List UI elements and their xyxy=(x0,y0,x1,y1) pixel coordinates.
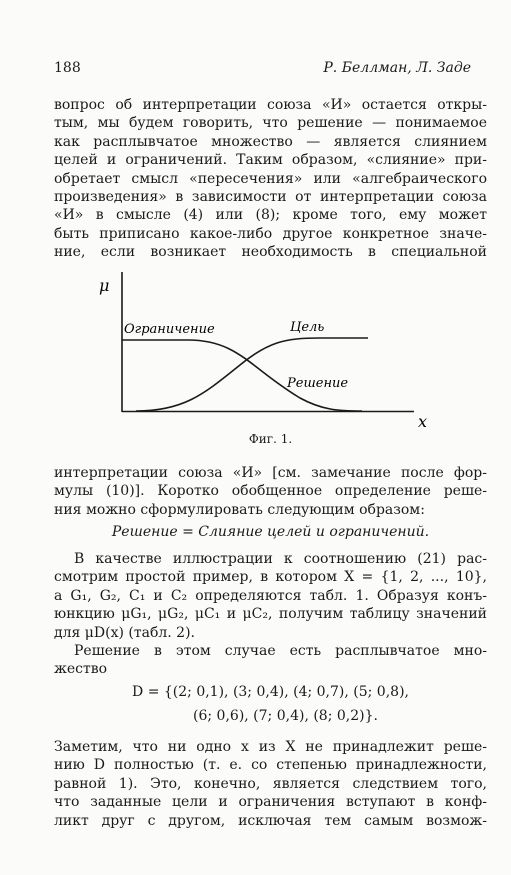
text-line: а G₁, G₂, C₁ и C₂ определяются табл. 1. Образуя конъ- xyxy=(54,587,487,604)
goal-curve xyxy=(136,338,368,411)
figure-caption: Фиг. 1. xyxy=(248,432,293,446)
text-line: интерпретации союза «И» [см. замечание после фор- xyxy=(54,465,487,481)
text-line: ликт друг с другом, исключая тем самым возмож- xyxy=(54,812,487,829)
text-line: для μD(x) (табл. 2). xyxy=(54,624,195,641)
text-line: Решение в этом случае есть расплывчатое мно- xyxy=(74,643,487,659)
definition-formula: Решение = Слияние целей и ограничений. xyxy=(111,524,430,540)
text-line: Заметим, что ни одно x из X не принадлежит реше- xyxy=(54,739,487,755)
text-line: ние, если возникает необходимость в специальной xyxy=(54,244,487,261)
paragraph-5 xyxy=(54,738,487,830)
text-line: смотрим простой пример, в котором X = {1, 2, ..., 10}, xyxy=(54,569,487,586)
formula-line-2: (6; 0,6), (7; 0,4), (8; 0,2)}. xyxy=(193,708,378,724)
paragraph-4 xyxy=(54,642,487,679)
decision-label: Решение xyxy=(287,376,349,391)
running-head-authors: Р. Беллман, Л. Заде xyxy=(323,60,471,76)
text-line: В качестве иллюстрации к соотношению (21) рас- xyxy=(74,551,487,567)
formula-line-1: D = {(2; 0,1), (3; 0,4), (4; 0,7), (5; 0,8), xyxy=(132,684,409,700)
text-line: обретает смысл «пересечения» или «алгебраического xyxy=(54,170,487,187)
text-line: мулы (10)]. Коротко обобщенное определение реше- xyxy=(54,483,487,500)
paragraph-3 xyxy=(54,550,487,642)
text-line: жество xyxy=(54,661,108,678)
text-line: что заданные цели и ограничения вступают в конф- xyxy=(54,794,487,811)
text-line: быть приписано какое-либо другое конкретное значе- xyxy=(54,225,487,242)
text-line: «И» в смысле (4) или (8); кроме того, ему может xyxy=(54,207,487,224)
text-line: равной 1). Это, конечно, является следствием того, xyxy=(54,775,487,792)
text-line: целей и ограничений. Таким образом, «слияние» при- xyxy=(54,152,487,169)
text-line: как расплывчатое множество — является слиянием xyxy=(54,133,487,150)
text-line: юнкцию μG₁, μG₂, μC₁ и μC₂, получим таблицу значений xyxy=(54,606,487,623)
text-line: нию D полностью (т. е. со степенью принадлежности, xyxy=(54,757,487,774)
paragraph-2 xyxy=(54,464,487,519)
text-line: произведения» в зависимости от интерпретации союза xyxy=(54,189,487,206)
y-axis-label: μ xyxy=(99,276,110,295)
x-axis-label: x xyxy=(418,412,428,431)
constraint-label: Ограничение xyxy=(124,322,215,337)
page-number: 188 xyxy=(54,60,81,76)
goal-label: Цель xyxy=(290,320,325,335)
text-line: ния можно сформулировать следующим образом: xyxy=(54,501,425,518)
text-line: вопрос об интерпретации союза «И» остается откры- xyxy=(54,97,487,113)
text-line: тым, мы будем говорить, что решение — понимаемое xyxy=(54,115,487,132)
